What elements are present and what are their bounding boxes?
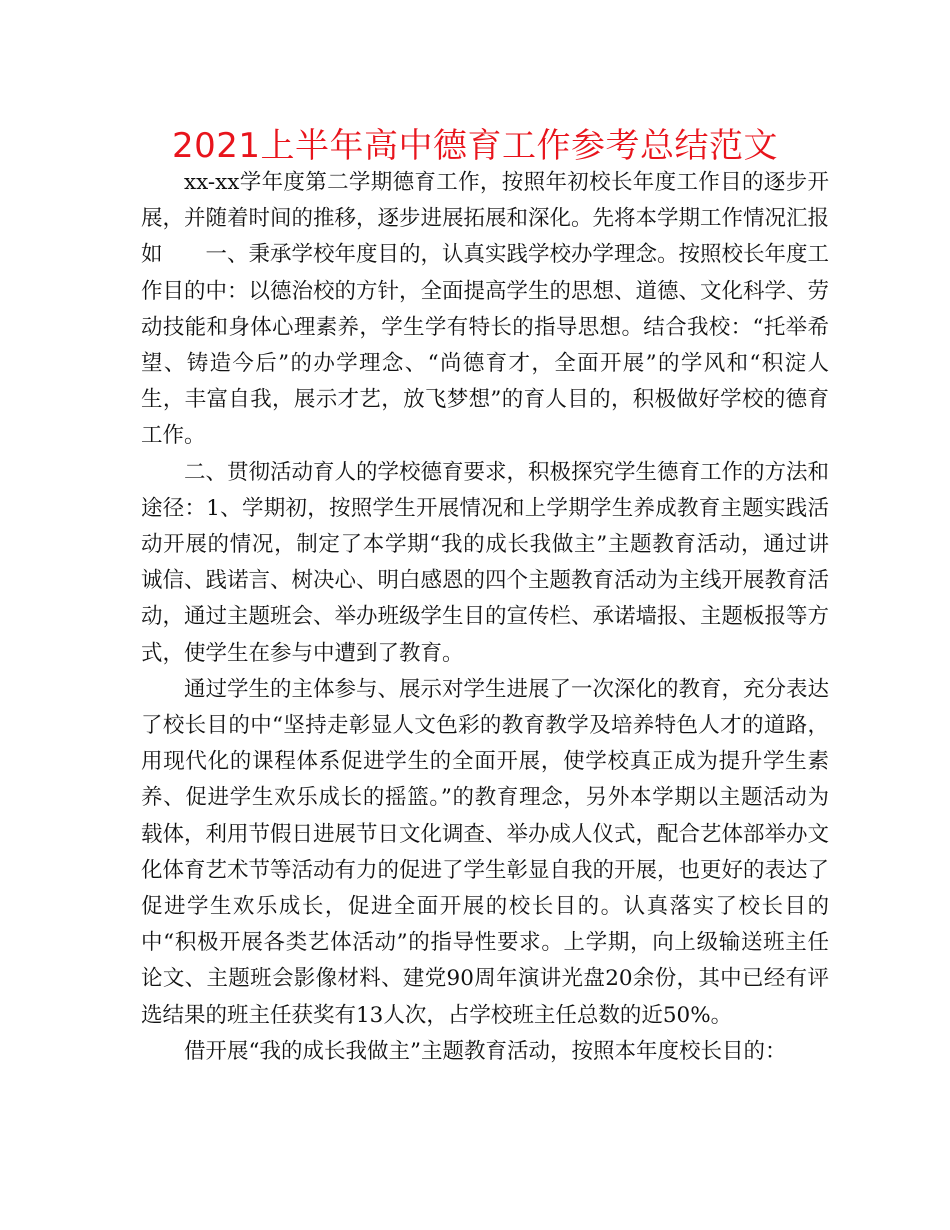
paragraph-3: 通过学生的主体参与、展示对学生进展了一次深化的教育，充分表达了校长目的中“坚持走彰显人文色彩的教育教学及培养特色人才的道路，用现代化的课程体系促进学生的全面开展，使学校真正成为提升学生素养、促进学生欢乐成长的摇篮。”的教育理念，另外本学期以主题活动为载体，利用节假日进展节日文化调查、举办成人仪式，配合艺体部举办文化体育艺术节等活动有力的促进了学生彰显自我的开展，也更好的表达了促进学生欢乐成长，促进全面开展的校长目的。认真落实了校长目的中“积极开展各类艺体活动”的指导性要求。上学期，向上级输送班主任论文、主题班会影像材料、建党90周年演讲光盘20余份，其中已经有评选结果的班主任获奖有13人次，占学校班主任总数的近50%。 xyxy=(141,676,830,1028)
document-title: 2021上半年高中德育工作参考总结范文 xyxy=(171,126,779,166)
paragraph-1: xx-xx学年度第二学期德育工作，按照年初校长年度工作目的逐步开展，并随着时间的推移，逐步进展拓展和深化。先将本学期工作情况汇报如 一、秉承学校年度目的，认真实践学校办学理念。按照校长年度工作目的中：以德治校的方针，全面提高学生的思想、道德、文化科学、劳动技能和身体心理素养，学生学有特长的指导思想。结合我校：“托举希望、铸造今后”的办学理念、“尚德育才，全面开展”的学风和“积淀人生，丰富自我，展示才艺，放飞梦想”的育人目的，积极做好学校的德育工作。 xyxy=(141,170,830,449)
paragraph-2: 二、贯彻活动育人的学校德育要求，积极探究学生德育工作的方法和途径：1、学期初，按照学生开展情况和上学期学生养成教育主题实践活动开展的情况，制定了本学期“我的成长我做主”主题教育活动，通过讲诚信、践诺言、树决心、明白感恩的四个主题教育活动为主线开展教育活动，通过主题班会、举办班级学生目的宣传栏、承诺墙报、主题板报等方式，使学生在参与中遭到了教育。 xyxy=(141,459,830,666)
document-body xyxy=(141,165,829,1070)
paragraph-4: 借开展“我的成长我做主”主题教育活动，按照本年度校长目的： xyxy=(184,1038,787,1064)
